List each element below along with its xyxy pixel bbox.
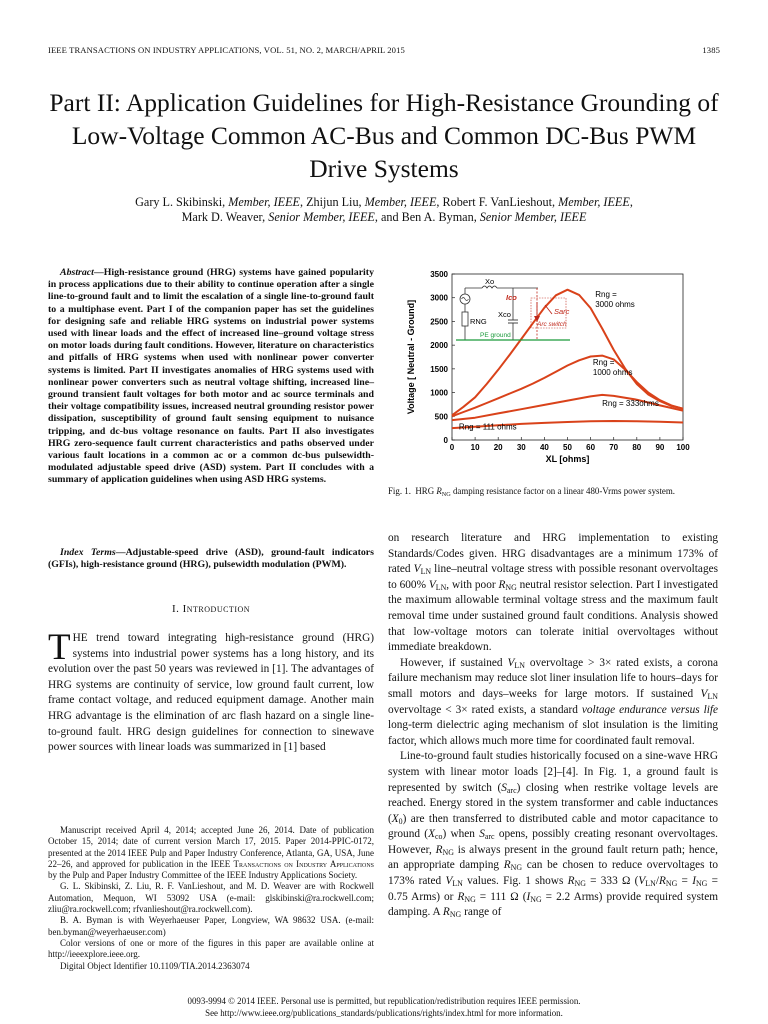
paper-title: Part II: Application Guidelines for High-Resistance Grounding of Low-Voltage Common AC-Bus and Common DC-Bus PWM Drive Systems — [49, 88, 719, 183]
index-terms-text: —Adjustable-speed drive (ASD), ground-fault indicators (GFIs), high-resistance ground (HRG), pulsewidth modulation (PWM). — [48, 547, 374, 571]
copyright-line-1: 0093-9994 © 2014 IEEE. Personal use is permitted, but republication/redistribution requires IEEE permission. — [187, 996, 581, 1006]
intro-paragraph — [48, 627, 374, 756]
series-label-1-line2: 1000 ohms — [592, 368, 633, 378]
right-column-text — [388, 531, 718, 921]
x-tick-label: 90 — [655, 443, 665, 452]
figure-1-caption-text: HRG $R_{NG}$ damping resistance factor on a linear 480-Vrms power system. — [415, 486, 675, 498]
x-tick-label: 70 — [609, 443, 619, 452]
index-terms-label: Index Terms — [60, 547, 116, 558]
circuit-label-pe-ground: PE ground — [480, 332, 511, 339]
right-paragraph-2: However, if sustained $V_{LN}$ overvoltage > 3× rated exists, a corona failure mechanism may reduce slot liner insulation life to hours–days for small motors and days–weeks for large motors. If sustained $V_{LN}$ overvoltage < 3× rated exists, a standard voltage endurance versus life long-term dielectric aging mechanism of slot insulation is the limiting factor, which allows much more time for coordinated fault removal. — [388, 656, 719, 747]
x-tick-label: 100 — [676, 443, 690, 452]
circuit-label-xo: Xo — [485, 277, 495, 286]
y-tick-label: 3500 — [430, 270, 448, 279]
circuit-label-rng: RNG — [470, 317, 487, 326]
y-tick-label: 3000 — [430, 293, 448, 303]
inductor-xo-icon — [482, 286, 497, 288]
circuit-label-arc-switch: Arc switch — [537, 321, 567, 328]
y-tick-label: 1500 — [430, 364, 448, 374]
x-axis-label: XL [ohms] — [545, 454, 590, 464]
circuit-label-ico: Ico — [506, 293, 517, 302]
x-tick-label: 0 — [449, 443, 455, 452]
footnote-affiliation-1: G. L. Skibinski, Z. Liu, R. F. VanLieshout, and M. D. Weaver are with Rockwell Automation, Mequon, WI 53092 USA (e-mail: glskibinski@ra.rockwell.com; zliu@ra.rockwell.com; rfvanlieshout@ra.rockwell.com). — [48, 881, 374, 915]
x-tick-label: 60 — [586, 443, 596, 452]
x-tick-label: 30 — [516, 443, 526, 452]
y-tick-label: 0 — [443, 436, 448, 445]
intro-text: HE trend toward integrating high-resistance ground (HRG) systems into industrial power systems has a long history, and its evolution over the past 50 years was reviewed in [1]. The advantages of HRG systems are continuity of service, low ground fault current, low frame contact voltage, and reduced equipment damage. Another main HRG advantage is the elimination of arc flash hazard on a single line-to-ground fault. HRG design guidelines for connection to sinewave power sources with linear loads was summarized in [1] based — [48, 632, 374, 754]
footnote-color: Color versions of one or more of the figures in this paper are available online at http://ieeexplore.ieee.org. — [48, 937, 374, 960]
y-tick-label: 500 — [434, 412, 448, 422]
abstract-label: Abstract — [60, 267, 94, 278]
footnotes — [48, 825, 374, 972]
x-tick-label: 80 — [632, 443, 642, 452]
y-tick-label: 2000 — [430, 341, 448, 351]
figure-1-label: Fig. 1. — [388, 486, 411, 496]
abstract-text: —High-resistance ground (HRG) systems have gained popularity in process applications due to their ability to continue operation after a single line-to-ground fault and to limit the escalation of a single line-to-ground fault to a multiphase event. Part I of the companion paper has set the guidelines for designing safe and reliable HRG systems on industrial power systems used with linear loads and the effect of increased line–ground voltage stress on motor loads during fault conditions. However, literature on characteristics and pitfalls of HRG systems when used with nonlinear power converter systems is limited. Part II investigates anomalies of HRG systems used with nonlinear power converters such as neutral voltage shifting, increased line–ground transient fault voltages for both motor and ac source terminals and their voltage compatibility issues, increased neutral grounding resistor power dissipation, susceptibility of ground fault sensing equipment to nuisance tripping, and dc-bus voltage resonance on faults. Part II also investigates HRG zero-sequence fault current characteristics and paths observed under various fault locations in a common ac or a common dc-bus pulsewidth-modulated adjustable speed drive (ASD) system. Part II concludes with a summary of application guidelines when using ASD HRG systems. — [48, 267, 374, 486]
y-tick-label: 1000 — [430, 388, 448, 398]
circuit-label-xco: Xco — [498, 310, 511, 319]
x-tick-label: 40 — [539, 443, 549, 452]
figure-1-caption — [388, 486, 716, 497]
journal-header: IEEE TRANSACTIONS ON INDUSTRY APPLICATIONS, VOL. 51, NO. 2, MARCH/APRIL 2015 — [48, 45, 405, 55]
y-axis-label: Voltage [ Neutral - Ground] — [406, 299, 416, 415]
section-heading-introduction: I. Introduction — [171, 603, 251, 615]
x-tick-label: 10 — [470, 443, 480, 452]
x-tick-label: 50 — [563, 443, 572, 452]
footnote-affiliation-2: B. A. Byman is with Weyerhaeuser Paper, Longview, WA 98632 USA. (e-mail: ben.byman@weyerhaeuser.com) — [48, 915, 374, 937]
series-label-0-line2: 3000 ohms — [595, 299, 635, 309]
author-line-2: Mark D. Weaver, Senior Member, IEEE, and Ben A. Byman, Senior Member, IEEE — [181, 210, 587, 224]
resistor-rng-icon — [462, 312, 468, 326]
footnote-manuscript: Manuscript received April 4, 2014; accepted June 26, 2014. Date of publication October 15, 2014; date of current version March 17, 2015. Paper 2014-PPIC-0172, presented at the 2014 IEEE Pulp and Paper Industry Conference, Atlanta, GA, USA, June 22–26, and approved for publication in the IEEE Transactions on Industry Applications by the Pulp and Paper Industry Committee of the IEEE Industry Applications Society. — [48, 825, 375, 881]
figure-1-chart — [400, 262, 720, 480]
y-tick-label: 2500 — [430, 317, 448, 327]
series-label-0: Rng = — [595, 289, 617, 299]
right-paragraph-3: Line-to-ground fault studies historically focused on a sine-wave HRG system with linear motor loads [2]–[4]. In Fig. 1, a ground fault is represented by switch $(S_{arc})$ closing when restrike voltage levels are reached. Energy stored in the system transformer and cable inductances $(X_0)$ are then transferred to distributed cable and motor capacitance to ground $(X_{co})$ when $S_{arc}$ opens, possibly creating resonant overvoltages. However, $R_{NG}$ is always present in the ground fault return path; hence, an appropriate damping $R_{NG}$ can be chosen to reduce overvoltages to 173% rated $V_{LN}$ values. Fig. 1 shows $R_{NG} = 333$ Ω ($V_{LN}/R_{NG} = I_{NG} = 0.75$ Arms) or $R_{NG} = 111$ Ω ($I_{NG} = 2.2$ Arms) provide required system damping. A $R_{NG}$ range of — [388, 750, 719, 920]
author-line-1: Gary L. Skibinski, Member, IEEE, Zhijun Liu, Member, IEEE, Robert F. VanLieshout, Member, IEEE, — [135, 195, 633, 209]
series-label-2: Rng = 333ohms — [602, 398, 659, 408]
index-terms — [48, 547, 374, 571]
abstract — [48, 267, 374, 487]
series-label-1: Rng = — [592, 358, 615, 368]
right-paragraph-1: on research literature and HRG implementation to existing Standards/Codes given. HRG disadvantages are a minimum 173% of rated $V_{LN}$ line–neutral voltage stress with possible resonant overvoltages to 600% $V_{LN}$, with poor $R_{NG}$ neutral resistor selection. Part I investigated the maximum allowable terminal voltage stress and the maximum fault removal time under sustained ground fault conditions. Analysis showed that low-voltage motors can tolerate initial overvoltages without immediate breakdown. — [388, 532, 718, 654]
circuit-inset — [456, 277, 570, 340]
circuit-label-sarc: Sarc — [554, 307, 570, 316]
arc-switch-icon — [545, 305, 552, 314]
x-tick-label: 20 — [493, 443, 503, 452]
drop-cap: T — [48, 627, 71, 668]
author-list — [40, 195, 728, 225]
footnote-doi: Digital Object Identifier 10.1109/TIA.2014.2363074 — [60, 960, 250, 971]
series-label-3: Rng = 111 ohms — [458, 422, 517, 432]
copyright-line-2: See http://www.ieee.org/publications_standards/publications/rights/index.html for more information. — [205, 1008, 563, 1018]
page-number: 1385 — [702, 45, 720, 55]
